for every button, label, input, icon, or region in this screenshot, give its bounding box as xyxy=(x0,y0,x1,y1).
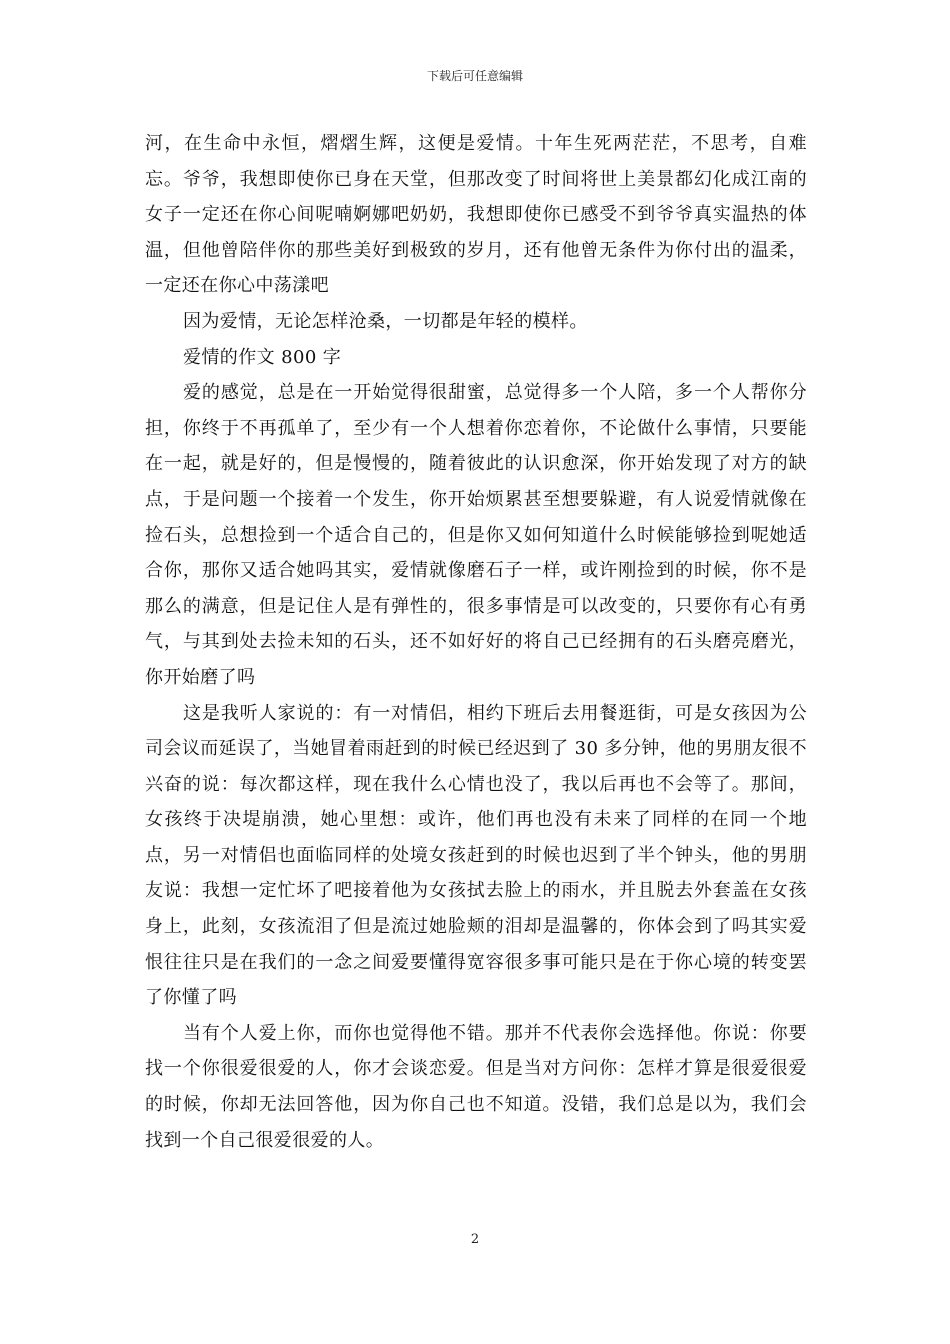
paragraph: 这是我听人家说的：有一对情侣，相约下班后去用餐逛街，可是女孩因为公司会议而延误了，当她冒着雨赶到的时候已经迟到了 30 多分钟，他的男朋友很不兴奋的说：每次都这样，现在我什么心情也没了，我以后再也不会等了。那间，女孩终于决堤崩溃，她心里想：或许，他们再也没有未来了同样的在同一个地点，另一对情侣也面临同样的处境女孩赶到的时候也迟到了半个钟头，他的男朋友说：我想一定忙坏了吧接着他为女孩拭去脸上的雨水，并且脱去外套盖在女孩身上，此刻，女孩流泪了但是流过她脸颊的泪却是温馨的，你体会到了吗其实爱恨往往只是在我们的一念之间爱要懂得宽容很多事可能只是在于你心境的转变罢了你懂了吗 xyxy=(145,702,807,1009)
paragraph: 当有个人爱上你，而你也觉得他不错。那并不代表你会选择他。你说：你要找一个你很爱很爱的人，你才会谈恋爱。但是当对方问你：怎样才算是很爱很爱的时候，你却无法回答他，因为你自己也不知道。没错，我们总是以为，我们会找到一个自己很爱很爱的人。 xyxy=(145,1022,807,1151)
section-title: 爱情的作文 800 字 xyxy=(183,346,342,368)
page-number: 2 xyxy=(470,1232,480,1247)
paragraph: 因为爱情，无论怎样沧桑，一切都是年轻的模样。 xyxy=(183,310,588,332)
paragraph-continuation: 河，在生命中永恒，熠熠生辉，这便是爱情。十年生死两茫茫，不思考，自难忘。爷爷，我想即使你已身在天堂，但那改变了时间将世上美景都幻化成江南的女子一定还在你心间呢喃婀娜吧奶奶，我想即使你已感受不到爷爷真实温热的体温，但他曾陪伴你的那些美好到极致的岁月，还有他曾无条件为你付出的温柔，一定还在你心中荡漾吧 xyxy=(145,133,807,297)
page-header: 下载后可任意编辑 xyxy=(426,69,523,83)
document-body xyxy=(145,126,807,1158)
paragraph: 爱的感觉，总是在一开始觉得很甜蜜，总觉得多一个人陪，多一个人帮你分担，你终于不再孤单了，至少有一个人想着你恋着你，不论做什么事情，只要能在一起，就是好的，但是慢慢的，随着彼此的认识愈深，你开始发现了对方的缺点，于是问题一个接着一个发生，你开始烦累甚至想要躲避，有人说爱情就像在捡石头，总想捡到一个适合自己的，但是你又如何知道什么时候能够捡到呢她适合你，那你又适合她吗其实，爱情就像磨石子一样，或许刚捡到的时候，你不是那么的满意，但是记住人是有弹性的，很多事情是可以改变的，只要你有心有勇气，与其到处去捡未知的石头，还不如好好的将自己已经拥有的石头磨亮磨光，你开始磨了吗 xyxy=(145,382,807,688)
